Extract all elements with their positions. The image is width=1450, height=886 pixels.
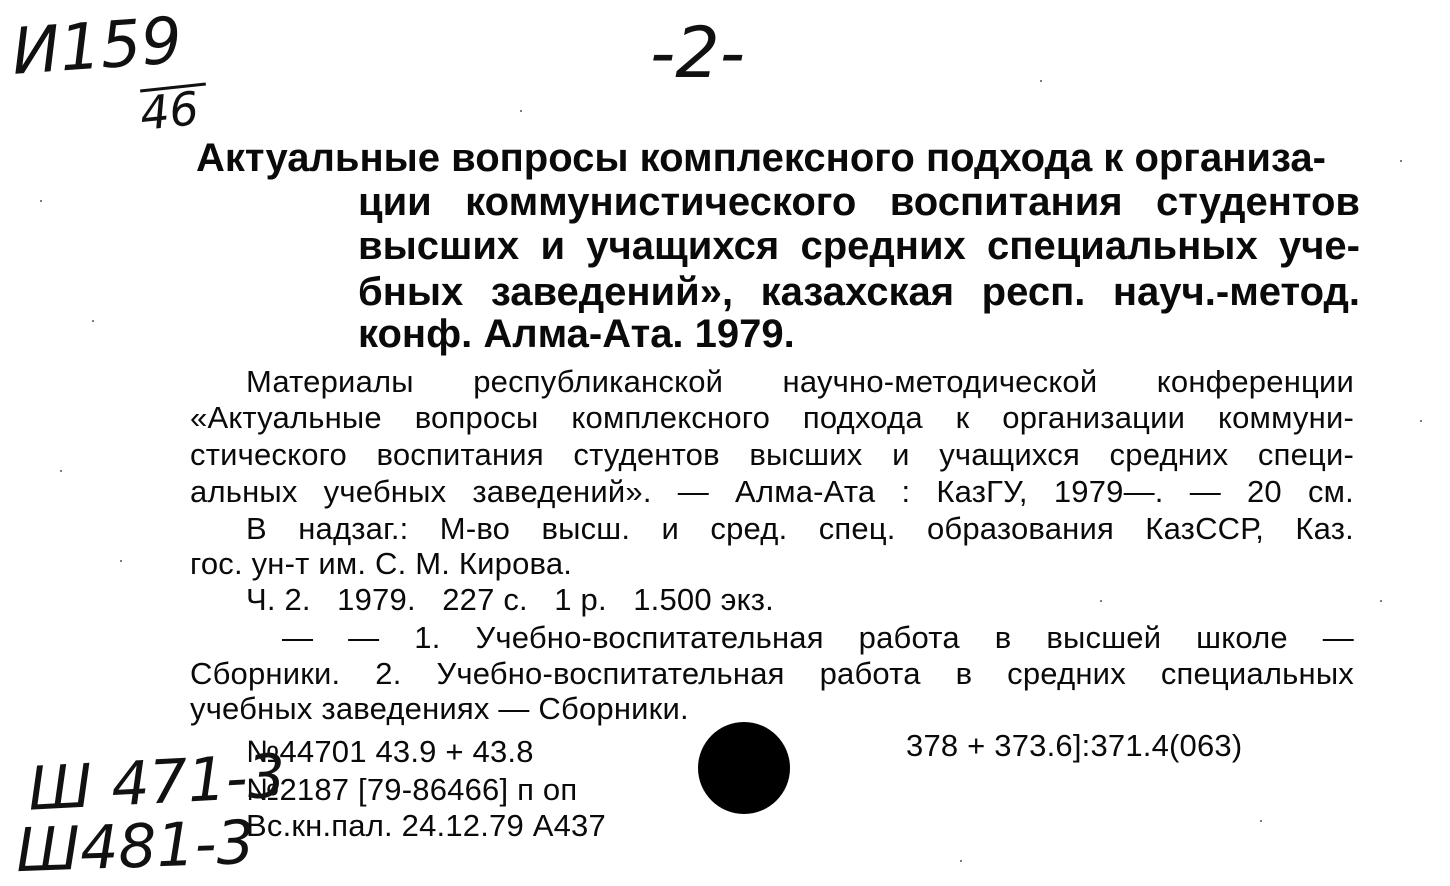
handwritten-call-number-sub: 46 bbox=[137, 81, 202, 141]
speck bbox=[120, 560, 122, 562]
handwritten-page-marker: -2- bbox=[650, 12, 746, 94]
subject-line: — — 1. Учебно-воспитательная работа в высшей школе — bbox=[282, 620, 1354, 655]
handwritten-shelf-mark: Ш481-3 bbox=[14, 807, 256, 886]
speck bbox=[1100, 600, 1102, 602]
description-line: стического воспитания студентов высших и учащихся средних специ- bbox=[190, 437, 1354, 472]
title-line: бных заведений», казахская респ. науч.-метод. bbox=[358, 270, 1360, 314]
handwritten-call-number: И159 bbox=[9, 4, 185, 90]
speck bbox=[1380, 600, 1382, 602]
order-number: №2187 [79-86466] п оп bbox=[246, 772, 578, 807]
speck bbox=[1400, 160, 1402, 162]
punch-hole bbox=[698, 722, 790, 814]
description-line: Материалы республиканской научно-методической конференции bbox=[246, 364, 1354, 399]
subject-line: учебных заведениях — Сборники. bbox=[190, 691, 689, 726]
subject-line: Сборники. 2. Учебно-воспитательная работа в средних специальных bbox=[190, 656, 1354, 691]
speck bbox=[1420, 420, 1422, 422]
speck bbox=[40, 200, 42, 202]
handwritten-shelf-mark: Ш 471-3 bbox=[26, 741, 288, 825]
description-line: «Актуальные вопросы комплексного подхода к организации коммуни- bbox=[190, 400, 1354, 435]
speck bbox=[1260, 820, 1262, 822]
volume-line: Ч. 2. 1979. 227 с. 1 р. 1.500 экз. bbox=[246, 582, 774, 617]
title-line: ции коммунистического воспитания студентов bbox=[358, 180, 1360, 224]
description-line: В надзаг.: М-во высш. и сред. спец. образования КазССР, Каз. bbox=[246, 511, 1354, 546]
speck bbox=[520, 110, 522, 112]
title-line: конф. Алма-Ата. 1979. bbox=[358, 312, 795, 356]
speck bbox=[1040, 80, 1042, 82]
speck bbox=[92, 320, 94, 322]
title-line: Актуальные вопросы комплексного подхода к организа- bbox=[196, 136, 1326, 180]
classification-index: 378 + 373.6]:371.4(063) bbox=[906, 728, 1243, 763]
accession-number: №44701 43.9 + 43.8 bbox=[246, 734, 534, 769]
book-chamber-stamp: Вс.кн.пал. 24.12.79 А437 bbox=[246, 808, 606, 843]
description-line: гос. ун-т им. С. М. Кирова. bbox=[190, 546, 573, 581]
description-line: альных учебных заведений». — Алма-Ата : КазГУ, 1979—. — 20 см. bbox=[190, 474, 1354, 509]
title-line: высших и учащихся средних специальных уче- bbox=[358, 224, 1360, 268]
speck bbox=[60, 470, 62, 472]
speck bbox=[960, 860, 962, 862]
